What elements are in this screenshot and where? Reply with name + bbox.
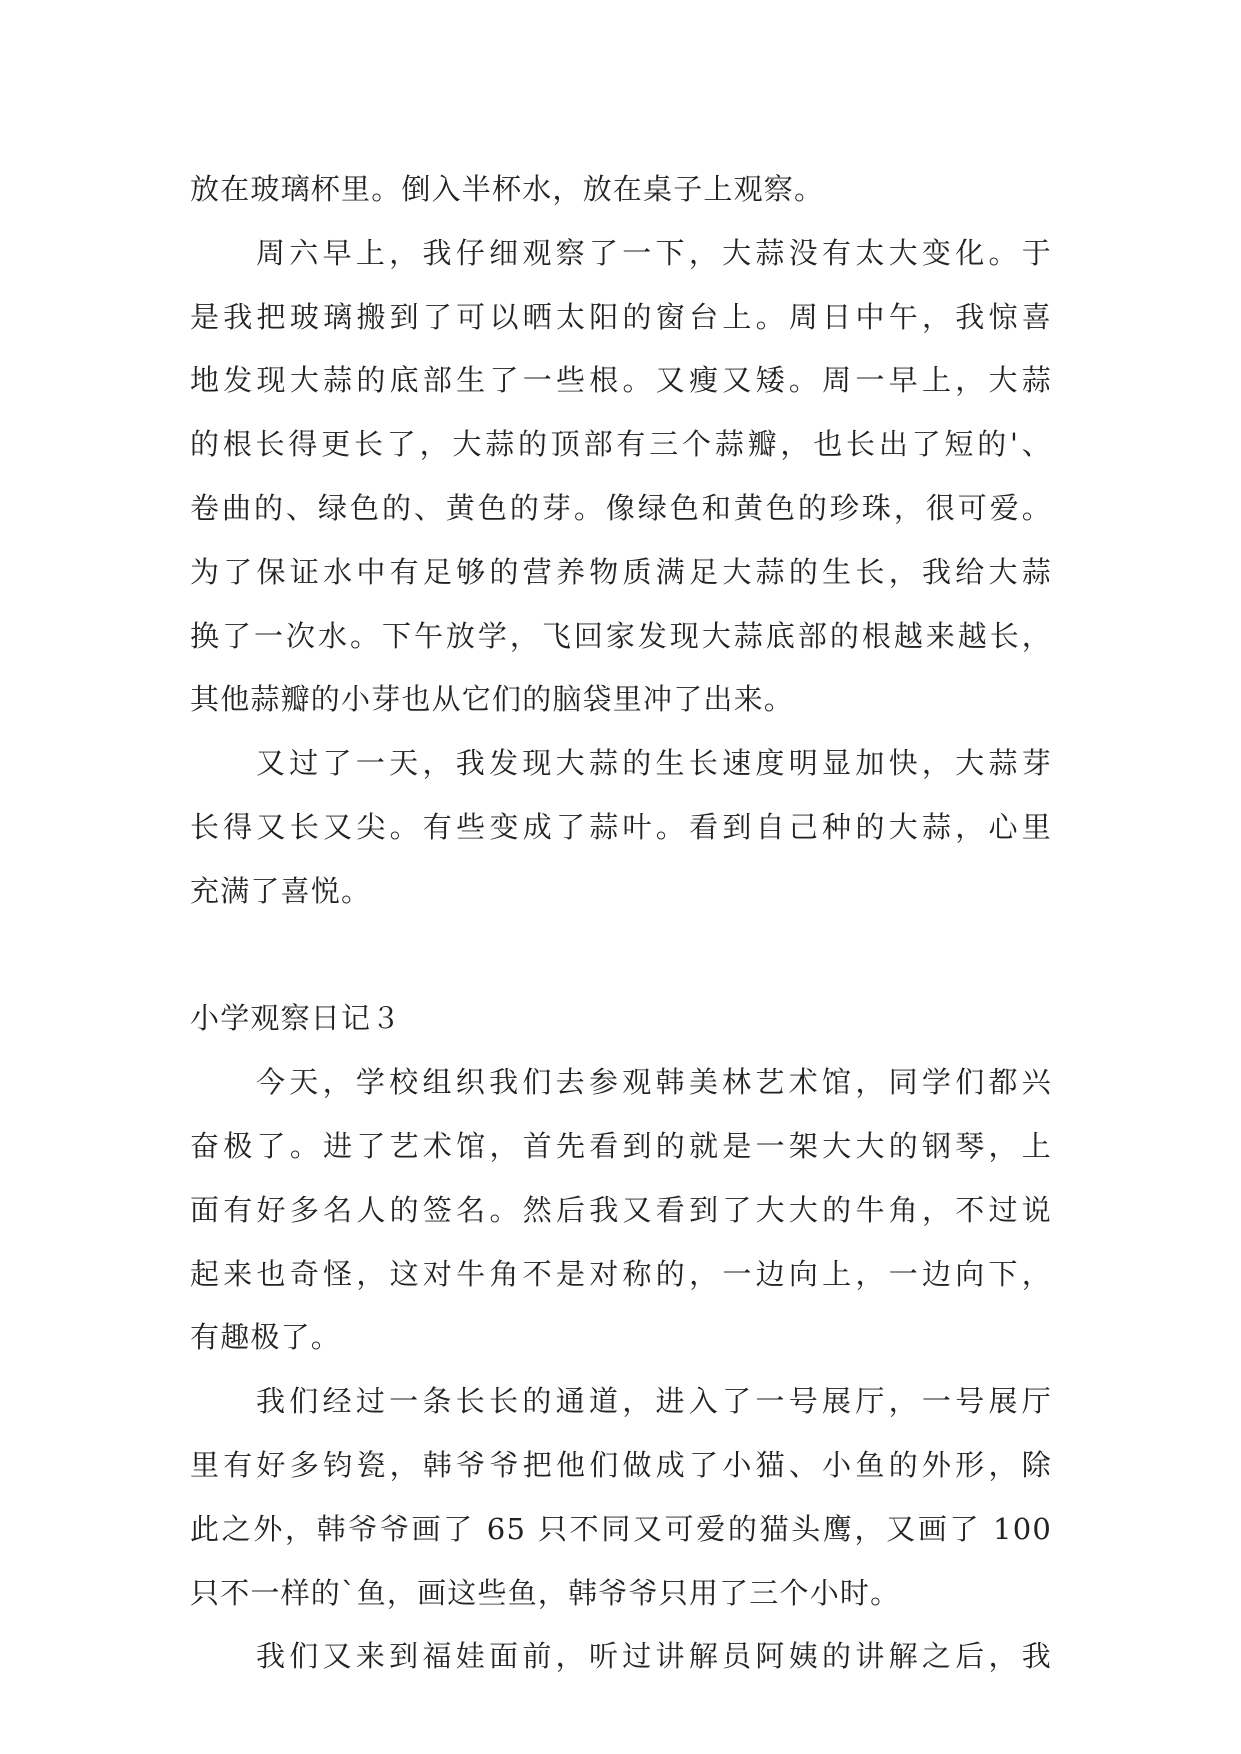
- text-line: 今天，学校组织我们去参观韩美林艺术馆，同学们都兴: [256, 1065, 1052, 1100]
- text-line: 卷曲的、绿色的、黄色的芽。像绿色和黄色的珍珠，很可爱。: [190, 490, 1052, 525]
- text-line: 我们又来到福娃面前，听过讲解员阿姨的讲解之后，我: [256, 1639, 1052, 1674]
- paragraph: [190, 1625, 1052, 1689]
- paragraph: [190, 1370, 1052, 1625]
- text-line: 我们经过一条长长的通道，进入了一号展厅，一号展厅: [256, 1384, 1052, 1419]
- text-line: 奋极了。进了艺术馆，首先看到的就是一架大大的钢琴，上: [190, 1128, 1052, 1163]
- text-line: 换了一次水。下午放学，飞回家发现大蒜底部的根越来越长，: [190, 618, 1052, 653]
- text-line: 又过了一天，我发现大蒜的生长速度明显加快，大蒜芽: [256, 746, 1052, 781]
- text-line: 为了保证水中有足够的营养物质满足大蒜的生长，我给大蒜: [190, 554, 1052, 589]
- text-line: 有趣极了。: [190, 1320, 342, 1355]
- paragraph: [190, 1051, 1052, 1370]
- text-line: 的根长得更长了，大蒜的顶部有三个蒜瓣，也长出了短的'、: [190, 427, 1052, 462]
- text-line: 起来也奇怪，这对牛角不是对称的，一边向上，一边向下，: [190, 1256, 1052, 1291]
- text-line: 此之外，韩爷爷画了 65 只不同又可爱的猫头鹰，又画了 100: [190, 1511, 1052, 1546]
- text-line: 放在玻璃杯里。倒入半杯水，放在桌子上观察。: [190, 172, 825, 206]
- text-line: 是我把玻璃搬到了可以晒太阳的窗台上。周日中午，我惊喜: [190, 299, 1052, 334]
- blank-line: [190, 924, 1052, 988]
- text-line: 长得又长又尖。有些变成了蒜叶。看到自己种的大蒜，心里: [190, 809, 1052, 844]
- text-line: 其他蒜瓣的小芽也从它们的脑袋里冲了出来。: [190, 682, 795, 717]
- paragraph: [190, 732, 1052, 923]
- text-line: 只不一样的`鱼，画这些鱼，韩爷爷只用了三个小时。: [190, 1575, 901, 1610]
- paragraph: [190, 158, 1052, 222]
- text-line: 周六早上，我仔细观察了一下，大蒜没有太大变化。于: [256, 235, 1052, 270]
- text-line: 充满了喜悦。: [190, 873, 372, 908]
- text-line: 里有好多钧瓷，韩爷爷把他们做成了小猫、小鱼的外形，除: [190, 1447, 1052, 1482]
- document-page: [190, 158, 1052, 1689]
- section-title: 小学观察日记３: [190, 1001, 402, 1036]
- paragraph: [190, 222, 1052, 732]
- text-line: 地发现大蒜的底部生了一些根。又瘦又矮。周一早上，大蒜: [190, 363, 1052, 398]
- text-line: 面有好多名人的签名。然后我又看到了大大的牛角，不过说: [190, 1192, 1052, 1227]
